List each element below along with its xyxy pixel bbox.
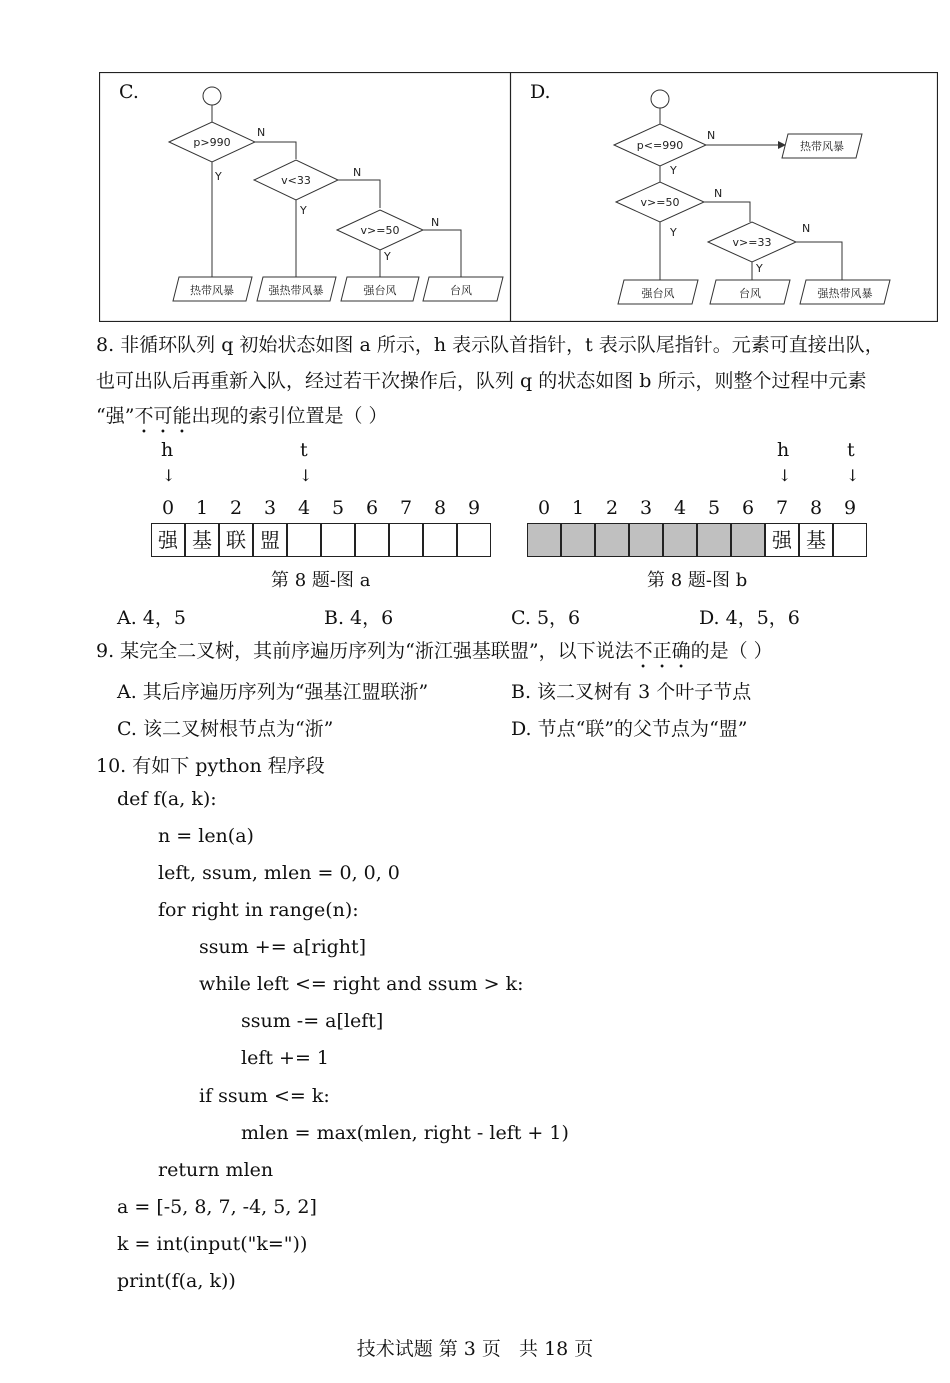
caption-b: 第 8 题-图 b [647, 570, 748, 591]
svg-text:N: N [431, 216, 440, 229]
q9-option-b: B. 该二叉树有 3 个叶子节点 [511, 681, 752, 703]
queue-a-cell: 强 [151, 523, 185, 557]
c-output-1: 热带风暴 [190, 284, 234, 297]
queue-a-cell: 基 [185, 523, 219, 557]
c-output-4: 台风 [450, 284, 472, 297]
code-line: k = int(input("k=")) [117, 1233, 308, 1255]
page-footer: 技术试题 第 3 页 共 18 页 [356, 1338, 594, 1360]
d-decision-1: p<=990 [636, 139, 684, 152]
q8-option-d: D. 4，5，6 [699, 607, 800, 629]
code-line: n = len(a) [158, 825, 254, 847]
svg-text:N: N [707, 129, 716, 142]
code-line: return mlen [158, 1159, 274, 1181]
queue-a-cell [457, 523, 491, 557]
svg-text:N: N [257, 126, 266, 139]
c-decision-1: p>990 [193, 136, 231, 149]
svg-text:Y: Y [384, 250, 391, 263]
queue-a-cell [355, 523, 389, 557]
flowchart-option-c [99, 72, 511, 322]
code-line: mlen = max(mlen, right - left + 1) [241, 1122, 569, 1144]
code-line: def f(a, k): [117, 788, 217, 810]
q8-line-1: 8. 非循环队列 q 初始状态如图 a 所示，h 表示队首指针，t 表示队尾指针。元素可直接出队， [96, 334, 884, 356]
q10-stem: 10. 有如下 python 程序段 [96, 755, 325, 777]
code-line: if ssum <= k: [199, 1085, 330, 1107]
c-decision-2: v<33 [281, 174, 311, 187]
queue-b-cell [731, 523, 765, 557]
d-output-3: 强热带风暴 [817, 287, 873, 300]
queue-b-cell [833, 523, 867, 557]
code-line: print(f(a, k)) [117, 1270, 236, 1292]
svg-text:N: N [714, 187, 723, 200]
q9-option-c: C. 该二叉树根节点为“浙” [117, 718, 334, 740]
code-line: while left <= right and ssum > k: [199, 973, 524, 995]
q9-option-a: A. 其后序遍历序列为“强基江盟联浙” [117, 681, 429, 703]
queue-b-cell: 强 [765, 523, 799, 557]
queue-a-cell [389, 523, 423, 557]
queue-a-cell [423, 523, 457, 557]
c-output-2: 强热带风暴 [268, 284, 324, 297]
q8-line-2: 也可出队后再重新入队，经过若干次操作后，队列 q 的状态如图 b 所示，则整个过程中元素 [96, 370, 867, 392]
queue-a-cell: 联 [219, 523, 253, 557]
c-decision-3: v>=50 [360, 224, 400, 237]
q8-option-b: B. 4，6 [324, 607, 394, 629]
queue-b-cell [561, 523, 595, 557]
svg-text:Y: Y [756, 262, 763, 275]
q9-option-d: D. 节点“联”的父节点为“盟” [511, 718, 748, 740]
queue-a-cell [321, 523, 355, 557]
head-pointer-b: h [777, 439, 790, 461]
svg-text:N: N [353, 166, 362, 179]
d-decision-2: v>=50 [640, 196, 680, 209]
queue-b-cell [629, 523, 663, 557]
q9-stem: 9. 某完全二叉树，其前序遍历序列为“浙江强基联盟”，以下说法不正确的是（ ） [96, 640, 773, 662]
c-output-3: 强台风 [363, 284, 397, 297]
d-decision-3: v>=33 [732, 236, 772, 249]
code-line: left += 1 [241, 1047, 329, 1069]
svg-text:Y: Y [670, 226, 677, 239]
tail-pointer-a: t [300, 439, 308, 461]
tail-pointer-b: t [847, 439, 855, 461]
queue-b-cell [697, 523, 731, 557]
queue-a-cell [287, 523, 321, 557]
code-line: left, ssum, mlen = 0, 0, 0 [158, 862, 400, 884]
d-output-1: 强台风 [641, 287, 675, 300]
d-output-0: 热带风暴 [800, 140, 844, 153]
q8-line-3: “强”不可能出现的索引位置是（ ） [96, 405, 388, 427]
code-line: for right in range(n): [158, 899, 359, 921]
q8-option-c: C. 5，6 [511, 607, 581, 629]
svg-text:N: N [802, 222, 811, 235]
code-line: a = [-5, 8, 7, -4, 5, 2] [117, 1196, 317, 1218]
d-output-2: 台风 [739, 287, 761, 300]
flowchart-option-d [510, 72, 938, 322]
svg-text:Y: Y [300, 204, 307, 217]
caption-a: 第 8 题-图 a [271, 570, 371, 591]
queue-b-cell [595, 523, 629, 557]
option-d-label: D. [530, 81, 551, 103]
queue-b-cell [527, 523, 561, 557]
svg-text:Y: Y [670, 164, 677, 177]
q8-option-a: A. 4，5 [117, 607, 186, 629]
queue-a-cell: 盟 [253, 523, 287, 557]
code-line: ssum -= a[left] [241, 1010, 384, 1032]
queue-b-cell: 基 [799, 523, 833, 557]
svg-text:Y: Y [215, 170, 222, 183]
head-pointer-a: h [161, 439, 174, 461]
queue-b-cell [663, 523, 697, 557]
code-line: ssum += a[right] [199, 936, 367, 958]
option-c-label: C. [119, 81, 139, 103]
